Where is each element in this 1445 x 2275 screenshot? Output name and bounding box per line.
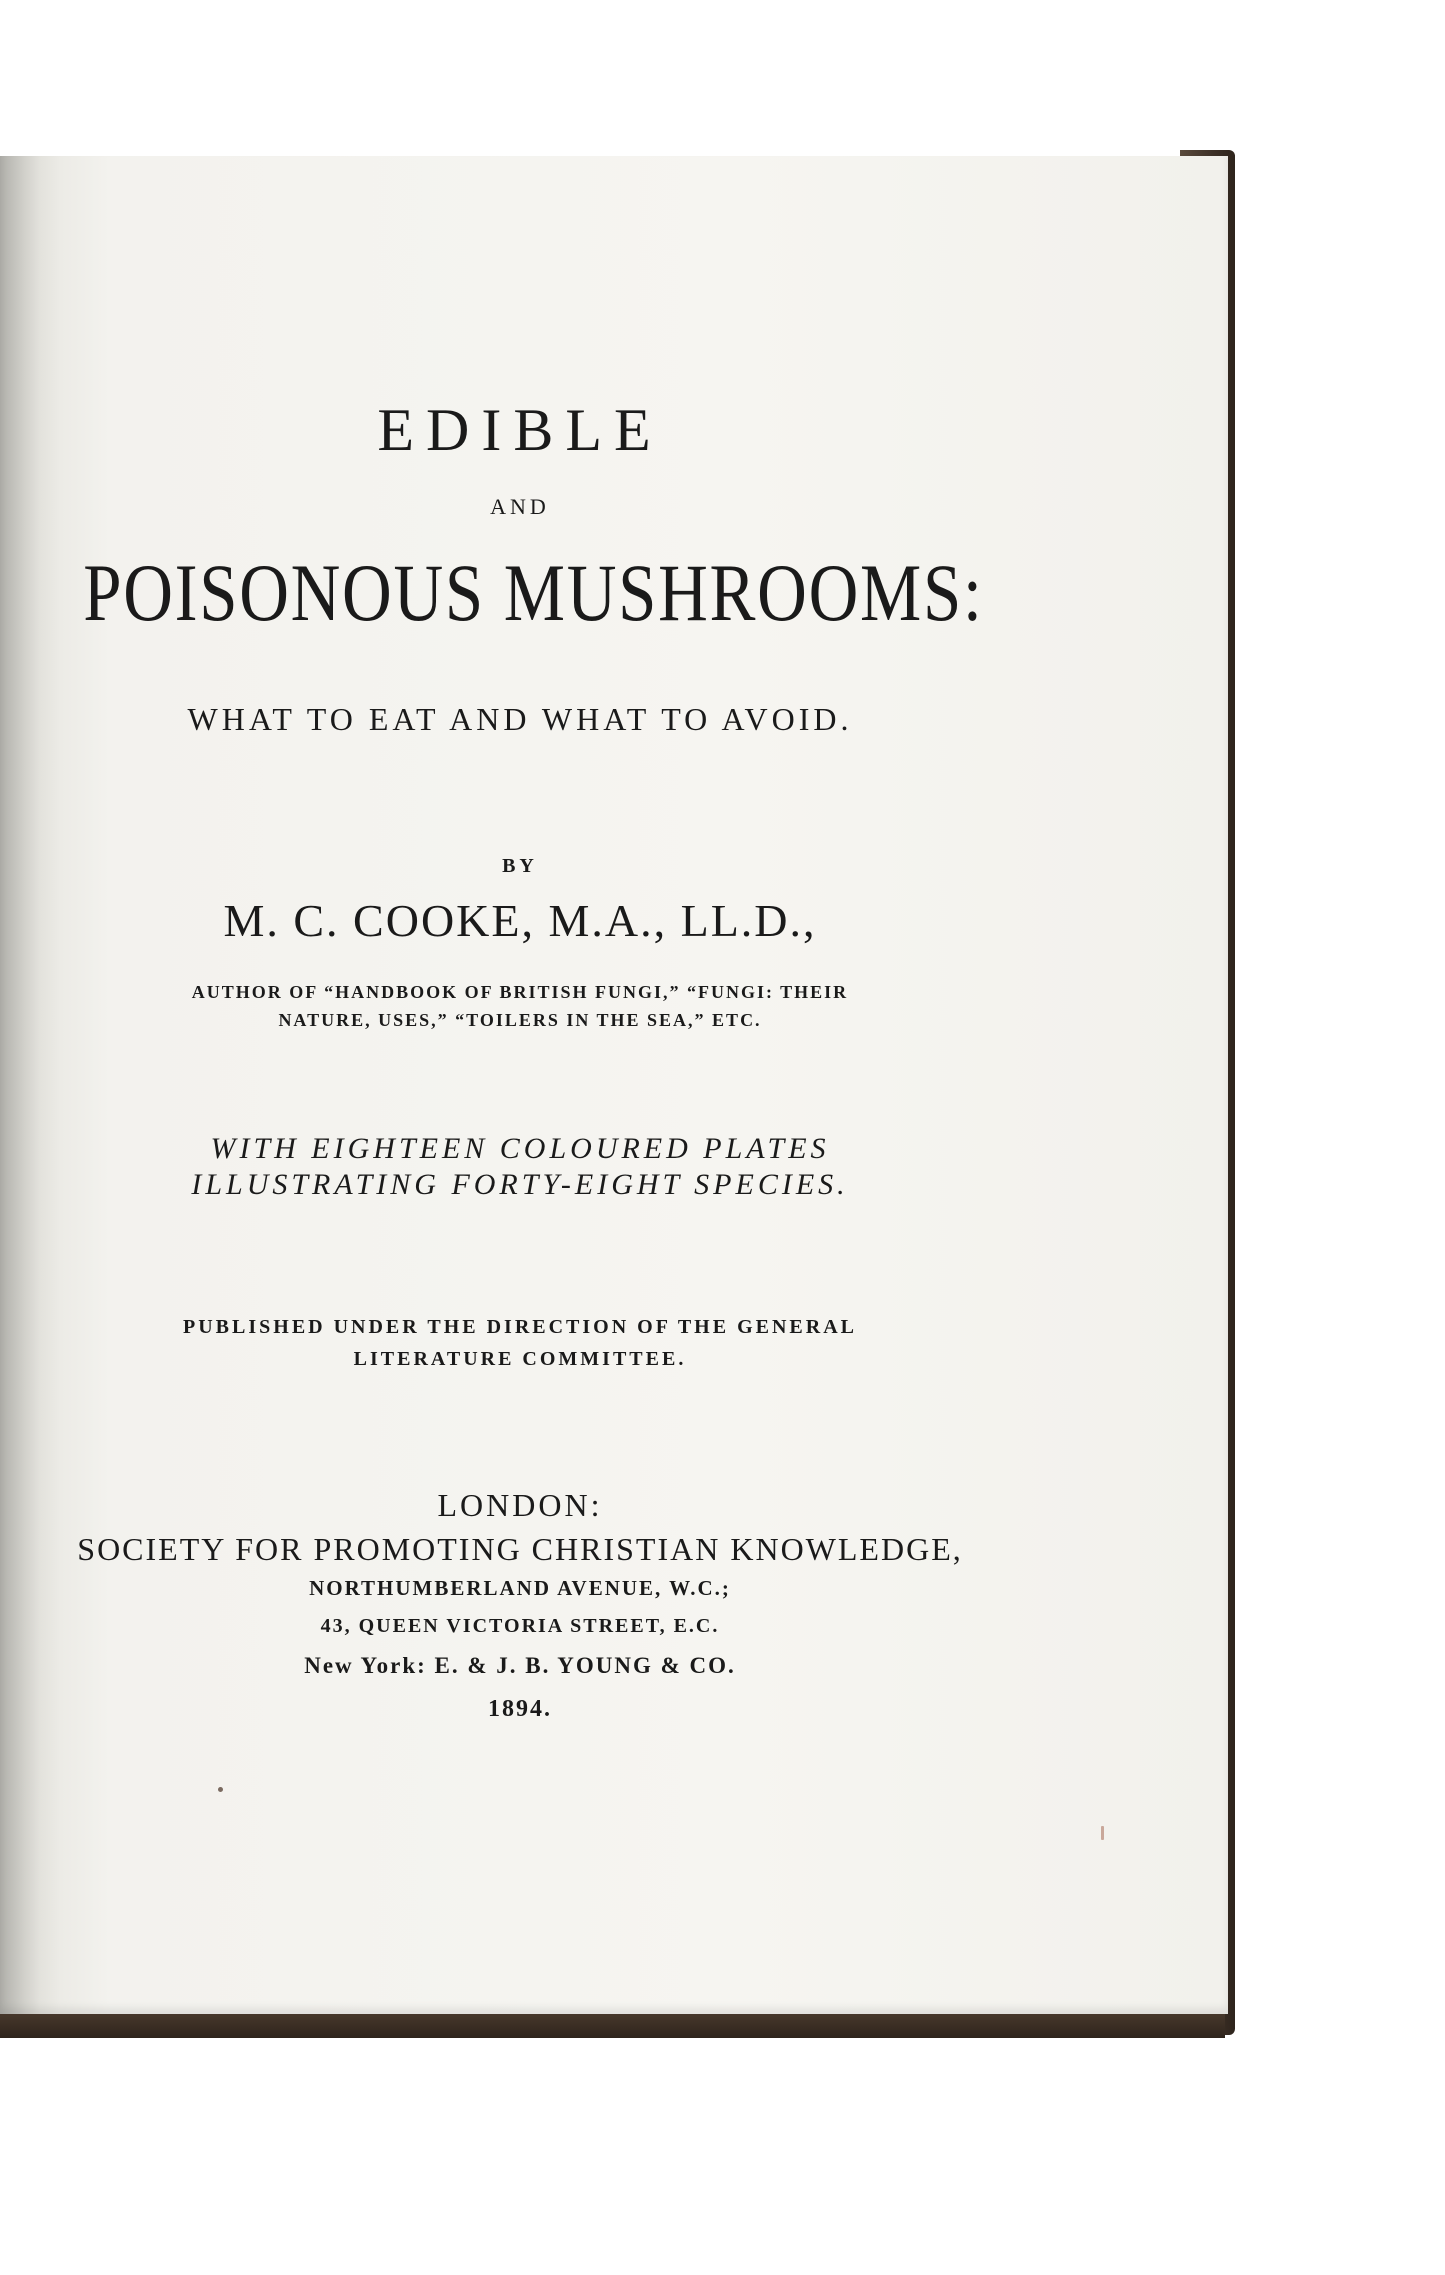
plates-line-2: ILLUSTRATING FORTY-EIGHT SPECIES. [191, 1168, 849, 1201]
plates-line-1: WITH EIGHTEEN COLOURED PLATES [210, 1132, 830, 1165]
imprint-publisher: SOCIETY FOR PROMOTING CHRISTIAN KNOWLEDGE, [77, 1531, 963, 1567]
published-line-1: PUBLISHED UNDER THE DIRECTION OF THE GENERAL [183, 1316, 857, 1338]
published-line-2: LITERATURE COMMITTEE. [353, 1348, 687, 1370]
title-line-edible: EDIBLE [377, 397, 663, 463]
imprint-address-2: 43, QUEEN VICTORIA STREET, E.C. [320, 1615, 720, 1637]
paper-speck [218, 1787, 223, 1792]
author-works-line-1: AUTHOR OF “HANDBOOK OF BRITISH FUNGI,” “FUNGI: THEIR [191, 982, 849, 1002]
author-name: M. C. COOKE, M.A., LL.D., [223, 895, 817, 946]
title-line-and: AND [490, 494, 550, 519]
subtitle: WHAT TO EAT AND WHAT TO AVOID. [187, 701, 853, 737]
imprint-city: LONDON: [437, 1487, 603, 1523]
imprint-new-york: New York: E. & J. B. YOUNG & CO. [304, 1653, 736, 1678]
imprint-address-1: NORTHUMBERLAND AVENUE, W.C.; [309, 1576, 731, 1600]
publication-year: 1894. [488, 1696, 552, 1722]
book-bottom-edge [0, 2010, 1225, 2038]
by-label: BY [502, 855, 538, 877]
author-works-line-2: NATURE, USES,” “TOILERS IN THE SEA,” ETC. [278, 1010, 762, 1030]
title-page [0, 156, 1228, 2014]
paper-speck [1101, 1826, 1104, 1840]
title-line-main: POISONOUS MUSHROOMS: [83, 547, 984, 638]
